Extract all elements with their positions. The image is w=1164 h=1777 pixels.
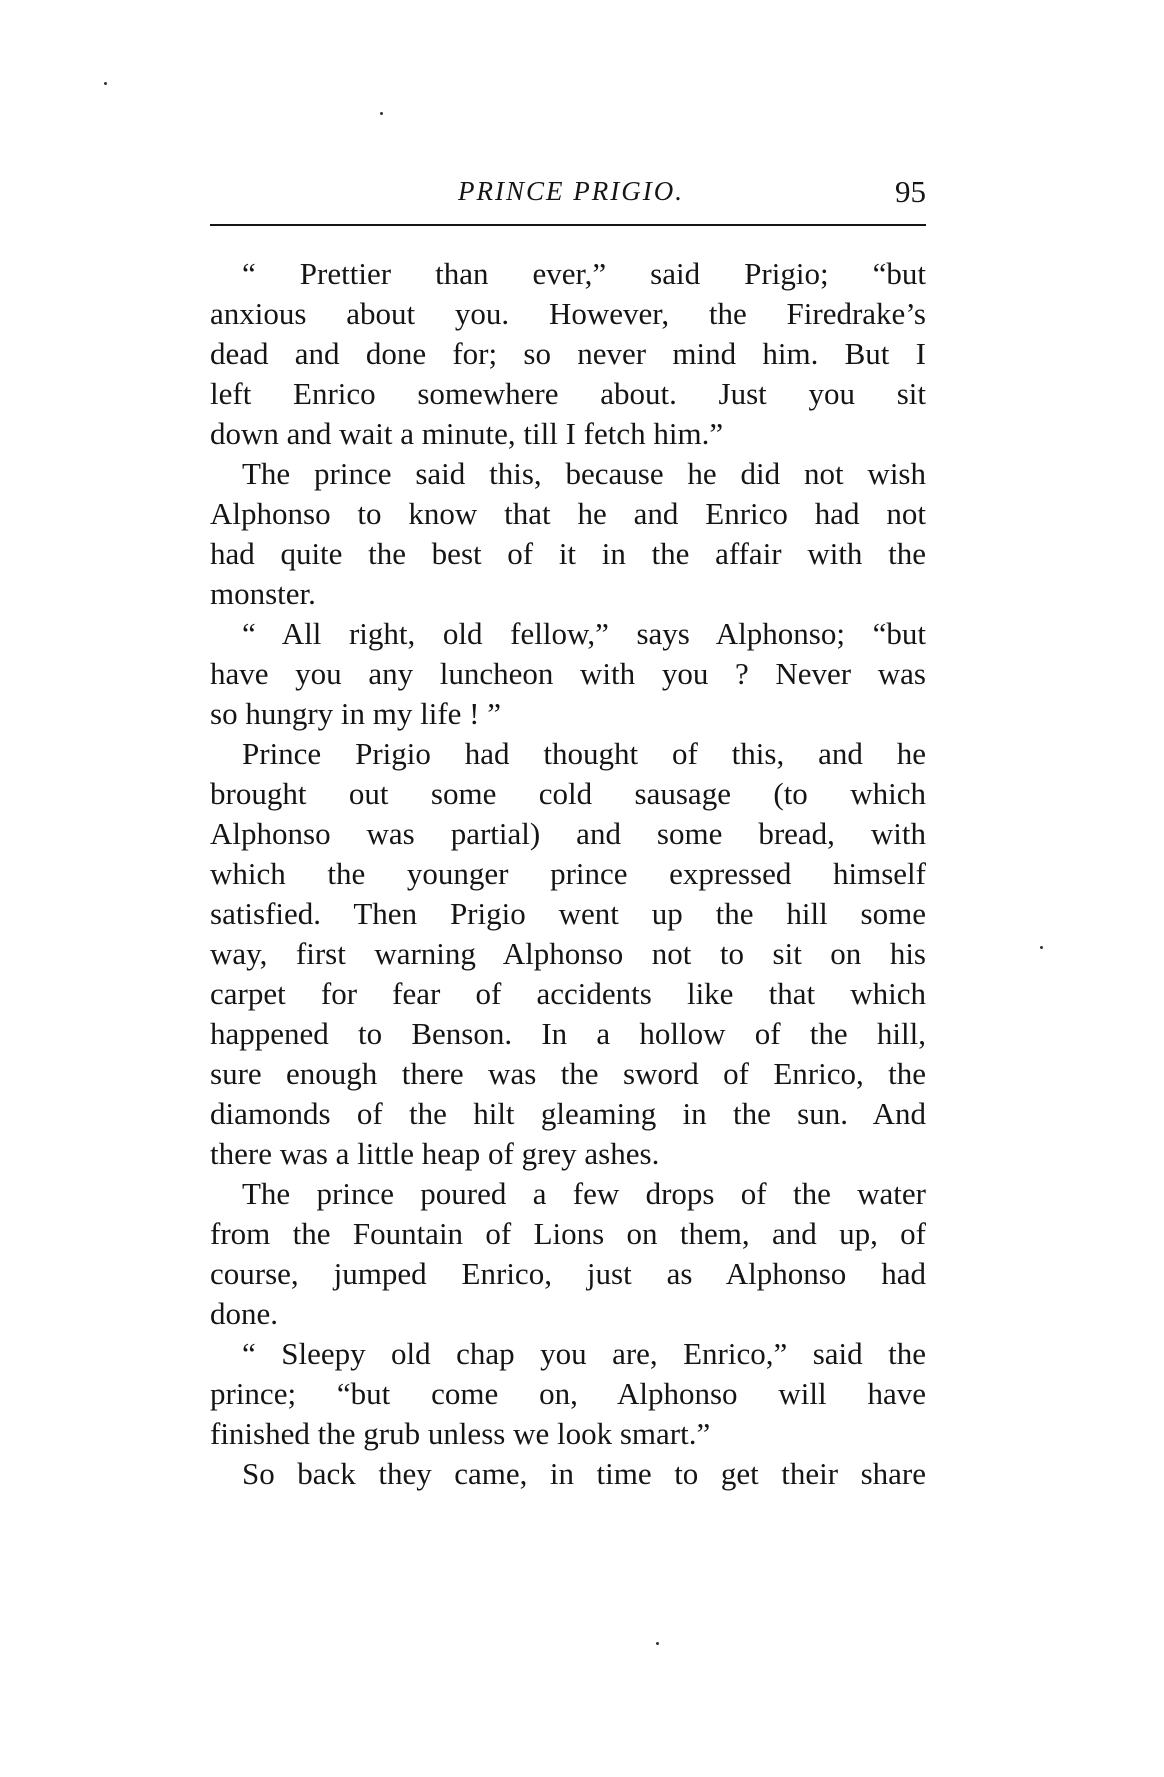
text-line: there was a little heap of grey ashes.	[210, 1136, 660, 1171]
running-title: PRINCE PRIGIO.	[458, 176, 684, 206]
text-line: course, jumped Enrico, just as Alphonso had	[210, 1256, 926, 1291]
text-line: diamonds of the hilt gleaming in the sun. And	[210, 1096, 926, 1131]
text-line: Prince Prigio had thought of this, and he	[242, 736, 926, 771]
text-line: “ Sleepy old chap you are, Enrico,” said the	[242, 1336, 926, 1371]
scan-speck	[656, 1642, 659, 1645]
text-line: done.	[210, 1296, 279, 1331]
scan-speck	[380, 112, 383, 115]
text-line: way, first warning Alphonso not to sit on his	[210, 936, 926, 971]
text-line: “ Prettier than ever,” said Prigio; “but	[242, 256, 926, 291]
body-text	[210, 254, 926, 1494]
text-line: prince; “but come on, Alphonso will have	[210, 1376, 926, 1411]
scan-speck	[104, 82, 107, 85]
text-line: so hungry in my life ! ”	[210, 696, 502, 731]
text-line: Alphonso was partial) and some bread, with	[210, 816, 926, 851]
text-line: brought out some cold sausage (to which	[210, 776, 926, 811]
text-line: Alphonso to know that he and Enrico had not	[210, 496, 926, 531]
scan-speck	[1040, 946, 1043, 949]
page-header	[210, 176, 926, 220]
paragraph	[210, 734, 926, 1174]
text-line: had quite the best of it in the affair with the	[210, 536, 926, 571]
text-line: So back they came, in time to get their share	[242, 1456, 926, 1491]
text-line: carpet for fear of accidents like that which	[210, 976, 926, 1011]
text-line: The prince said this, because he did not wish	[242, 456, 926, 491]
paragraph	[210, 1174, 926, 1334]
text-line: left Enrico somewhere about. Just you sit	[210, 376, 926, 411]
paragraph	[210, 1454, 926, 1494]
paragraph	[210, 1334, 926, 1454]
text-line: down and wait a minute, till I fetch him.”	[210, 416, 724, 451]
text-line: anxious about you. However, the Firedrake’s	[210, 296, 926, 331]
text-line: “ All right, old fellow,” says Alphonso; “but	[242, 616, 926, 651]
text-line: have you any luncheon with you ? Never was	[210, 656, 926, 691]
paragraph	[210, 614, 926, 734]
text-line: from the Fountain of Lions on them, and up, of	[210, 1216, 926, 1251]
page-number: 95	[895, 174, 926, 209]
text-line: finished the grub unless we look smart.”	[210, 1416, 711, 1451]
text-line: happened to Benson. In a hollow of the hill,	[210, 1016, 926, 1051]
paragraph	[210, 454, 926, 614]
text-line: monster.	[210, 576, 316, 611]
text-line: sure enough there was the sword of Enrico, the	[210, 1056, 926, 1091]
paragraph	[210, 254, 926, 454]
header-rule	[210, 224, 926, 226]
text-line: satisfied. Then Prigio went up the hill some	[210, 896, 926, 931]
text-line: which the younger prince expressed himself	[210, 856, 926, 891]
text-line: dead and done for; so never mind him. But I	[210, 336, 926, 371]
text-line: The prince poured a few drops of the water	[242, 1176, 926, 1211]
